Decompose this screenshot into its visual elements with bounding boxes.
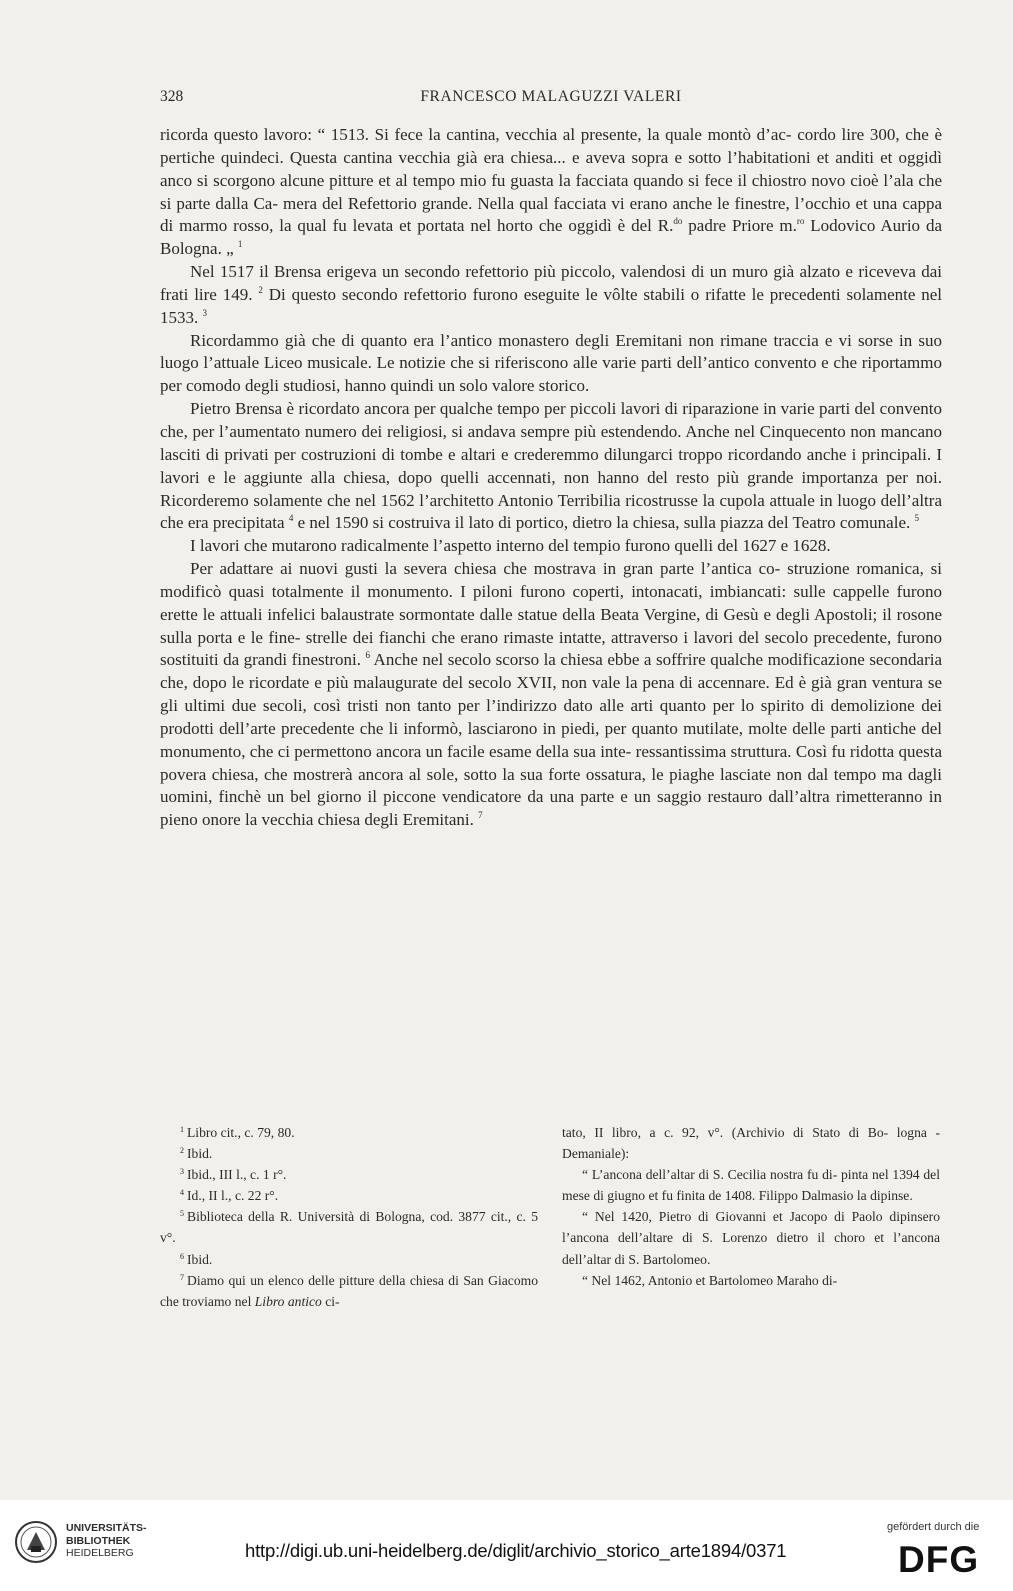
footnote-ref[interactable]: 5 bbox=[914, 513, 919, 524]
running-title: FRANCESCO MALAGUZZI VALERI bbox=[420, 88, 682, 105]
paragraph-4: Pietro Brensa è ricordato ancora per qualche tempo per piccoli lavori di riparazione in varie parti del convento che, per l’aumentato numero dei religiosi, si andava sempre più estendendo. Anche nel Cinquecento non mancano lasciti di privati per costruzioni di tombe e altari e crederemmo dilungarci troppo ricordando anche i principali. I lavori e le aggiunte alla chiesa, dopo quelli accennati, non hanno del resto più grande importanza per noi. Ricorderemo solamente che nel 1562 l’architetto Antonio Terribilia ricostrusse la cupola attuale in luogo dell’altra che era precipitata $^4$ e nel 1590 si costruiva il lato di portico, dietro la chiesa, sulla piazza del Teatro comunale. $^5$ bbox=[160, 399, 942, 533]
footnote-quote: “ Nel 1462, Antonio et Bartolomeo Maraho di- bbox=[582, 1272, 838, 1288]
paragraph-3: Ricordammo già che di quanto era l’antico monastero degli Eremitani non rimane traccia e vi sorse in suo luogo l’attuale Liceo musicale. Le notizie che si riferiscono alle varie parti dell’antico convento e che riportammo per comodo degli studiosi, hanno quindi un solo valore storico. bbox=[160, 330, 942, 396]
footnotes-right-column bbox=[562, 1122, 940, 1291]
footnote-continuation: tato, II libro, a c. 92, v°. (Archivio di Stato di Bo- logna - Demaniale): bbox=[562, 1125, 940, 1162]
paragraph-2: Nel 1517 il Brensa erigeva un secondo refettorio più piccolo, valendosi di un muro già alzato e riceveva dai frati lire 149. $^2$ Di questo secondo refettorio furono eseguite le vôlte stabili o rifatte le precedenti solamente nel 1533. $^3$ bbox=[160, 262, 943, 327]
footnote-ref[interactable]: 6 bbox=[365, 650, 370, 661]
footnote: $^7$ Diamo qui un elenco delle pitture della chiesa di San Giacomo che troviamo nel Libro antico ci- bbox=[160, 1272, 538, 1309]
paragraph-5: I lavori che mutarono radicalmente l’aspetto interno del tempio furono quelli del 1627 e 1628. bbox=[190, 536, 831, 556]
funded-by-label: gefördert durch die bbox=[887, 1521, 980, 1533]
page-header bbox=[160, 88, 942, 114]
paragraph-6: Per adattare ai nuovi gusti la severa chiesa che mostrava in gran parte l’antica co- struzione romanica, si modificò quasi totalmente il monumento. I piloni furono coperti, intonacati, imbiancati: sulle cappelle furono erette le attuali infelici balaustrate sormontate dalle statue della Beata Vergine, di Gesù e degli Apostoli; il rosone sulla porta e le fine- strelle dei fianchi che erano rimaste intatte, attraverso i lavori del secolo precedente, furono sostituiti da grandi finestroni. $^6$ Anche nel secolo scorso la chiesa ebbe a soffrire qualche modificazione secondaria che, dopo le ricordate e più malaugurate del secolo XVII, non vale la pena di accennare. Ed è già gran ventura se gli ultimi due secoli, così tristi non tanto per l’indirizzo dato alle arti quanto per lo spirito di demolizione dei prodotti dell’arte precedente che li informò, lasciarono in piedi, per quanto mutilate, molte delle parti antiche del monumento, che ci permettono ancora un facile esame della sua inte- ressantissima struttura. Così fu ridotta questa povera chiesa, che mostrerà ancora al sole, sotto la sua forte ossatura, le piaghe lasciate non dal tempo ma dagli uomini, finchè un bel giorno il piccone vendicatore da una parte e un saggio restauro dall’altra rimetteranno in pieno onore la vecchia chiesa degli Eremitani. $^7$ bbox=[160, 559, 942, 830]
footnote: $^1$ Libro cit., c. 79, 80. bbox=[180, 1125, 295, 1140]
footnote: $^6$ Ibid. bbox=[180, 1251, 213, 1267]
footnote-quote: “ Nel 1420, Pietro di Giovanni et Jacopo di Paolo dipinsero l’ancona dell’altare di S. Lorenzo dietro il choro et l’ancona dell’altar di S. Bartolomeo. bbox=[562, 1209, 940, 1267]
paragraph-1: ricorda questo lavoro: “ 1513. Si fece la cantina, vecchia al presente, la quale montò d’ac- cordo lire 300, che è pertiche quindeci. Questa cantina vecchia già era chiesa... e aveva sopra e sotto l’habitationi et anditi et oggidì anco si scorgono alcune pitture et al tempo mio fu guasta la facciata quando si fece il chiostro novo cioè l’ala che si parte dalla Ca- mera del Refettorio grande. Nella qual facciata vi erano anche le finestre, l’occhio et una cappa di marmo rosso, la qual fu levata et portata nel horto che oggidì è del R.$^{do}$ padre Priore m.$^{ro}$ Lodovico Aurio da Bologna. „ $^1$ bbox=[160, 125, 943, 259]
digitization-footer bbox=[0, 1500, 1013, 1591]
footnote-ref[interactable]: 1 bbox=[237, 239, 243, 250]
footnote-quote: “ L’ancona dell’altar di S. Cecilia nostra fu di- pinta nel 1394 del mese di giugno et fu finita de 1408. Filippo Dalmasio la dipinse. bbox=[562, 1167, 940, 1204]
footnote: $^4$ Id., II l., c. 22 r°. bbox=[180, 1188, 279, 1204]
footnote: $^2$ Ibid. bbox=[180, 1146, 213, 1162]
footnote-ref[interactable]: 7 bbox=[478, 810, 483, 821]
source-url-link[interactable]: http://digi.ub.uni-heidelberg.de/diglit/archivio_storico_arte1894/0371 bbox=[245, 1540, 787, 1561]
footnote-ref[interactable]: 3 bbox=[202, 307, 207, 318]
library-name: UNIVERSITÄTS- BIBLIOTHEK HEIDELBERG bbox=[66, 1522, 147, 1559]
dfg-logo: DFG bbox=[898, 1539, 980, 1580]
page-number: 328 bbox=[160, 88, 184, 105]
footnote-ref[interactable]: 4 bbox=[288, 513, 294, 524]
footnote: $^3$ Ibid., III l., c. 1 r°. bbox=[180, 1167, 287, 1183]
footnote: $^5$ Biblioteca della R. Università di Bologna, cod. 3877 cit., c. 5 v°. bbox=[160, 1209, 538, 1246]
footnotes-left-column bbox=[160, 1122, 538, 1312]
university-seal-icon bbox=[14, 1520, 58, 1564]
footnote-ref[interactable]: 2 bbox=[258, 284, 263, 295]
main-text bbox=[160, 124, 942, 832]
